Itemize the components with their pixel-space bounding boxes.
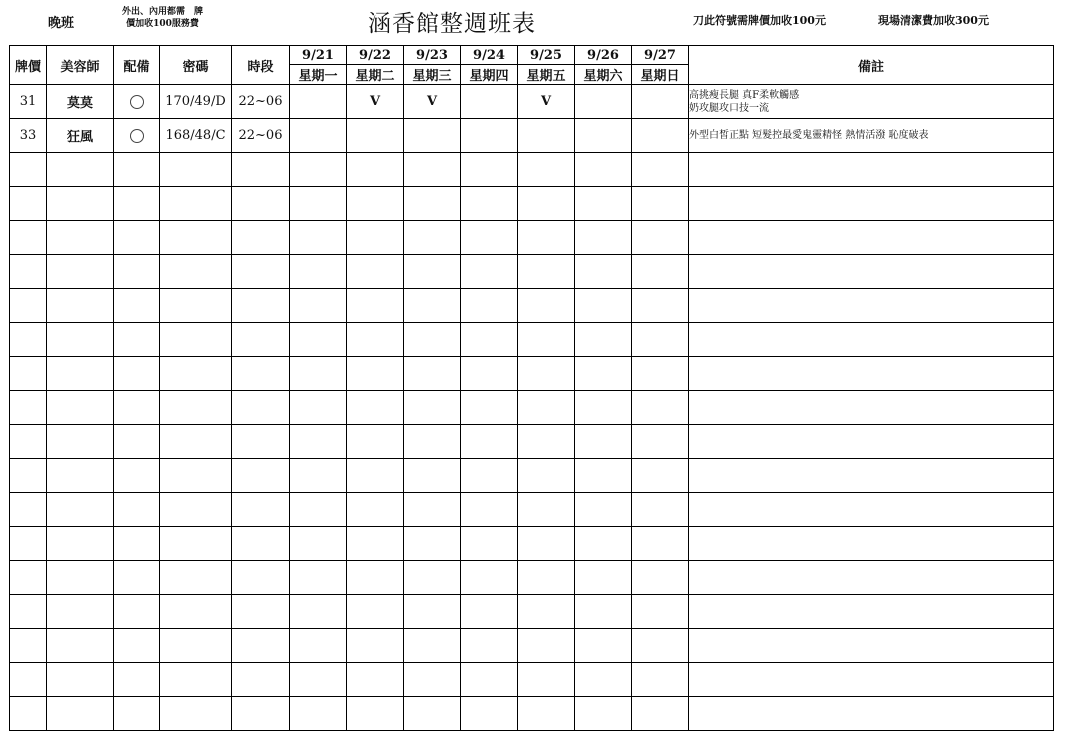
empty-cell (461, 459, 518, 493)
empty-cell (347, 425, 404, 459)
empty-cell (290, 493, 347, 527)
empty-cell (518, 629, 575, 663)
empty-cell (290, 663, 347, 697)
empty-cell (518, 289, 575, 323)
empty-cell (689, 561, 1054, 595)
empty-cell (518, 697, 575, 731)
schedule-table (9, 45, 1054, 731)
empty-cell (232, 357, 290, 391)
empty-cell (10, 595, 47, 629)
empty-cell (518, 493, 575, 527)
empty-cell (290, 323, 347, 357)
empty-cell (160, 221, 232, 255)
circle-icon (130, 95, 144, 109)
empty-cell (47, 391, 114, 425)
empty-cell (404, 493, 461, 527)
empty-cell (404, 459, 461, 493)
empty-cell (47, 289, 114, 323)
empty-cell (575, 357, 632, 391)
empty-cell (404, 323, 461, 357)
equip-cell (114, 85, 160, 119)
empty-cell (114, 323, 160, 357)
empty-cell (10, 289, 47, 323)
empty-cell (347, 391, 404, 425)
empty-cell (689, 459, 1054, 493)
empty-cell (632, 595, 689, 629)
empty-cell (114, 357, 160, 391)
empty-cell (404, 595, 461, 629)
empty-cell (290, 527, 347, 561)
empty-cell (632, 289, 689, 323)
empty-cell (160, 289, 232, 323)
empty-cell (461, 221, 518, 255)
empty-table-row (10, 153, 1054, 187)
cleaning-fee-note: 現場清潔費加收300元 (878, 14, 989, 27)
empty-cell (232, 187, 290, 221)
empty-cell (160, 527, 232, 561)
service-fee-note-line1: 外出、內用都需 牌 (122, 7, 204, 17)
empty-cell (404, 357, 461, 391)
empty-cell (114, 493, 160, 527)
weekday-header: 星期五 (518, 65, 575, 85)
surcharge-note: 刀此符號需牌價加收100元 (693, 14, 826, 27)
empty-cell (47, 357, 114, 391)
empty-cell (290, 425, 347, 459)
empty-table-row (10, 289, 1054, 323)
empty-cell (632, 629, 689, 663)
empty-cell (290, 629, 347, 663)
empty-cell (10, 323, 47, 357)
date-header: 9/25 (518, 46, 575, 65)
date-header: 9/26 (575, 46, 632, 65)
empty-cell (575, 323, 632, 357)
empty-cell (575, 459, 632, 493)
empty-cell (689, 289, 1054, 323)
empty-cell (347, 663, 404, 697)
day-cell (347, 119, 404, 153)
empty-table-row (10, 527, 1054, 561)
empty-cell (347, 289, 404, 323)
empty-cell (518, 323, 575, 357)
empty-cell (160, 629, 232, 663)
empty-cell (575, 255, 632, 289)
empty-table-row (10, 697, 1054, 731)
empty-cell (461, 629, 518, 663)
circle-icon (130, 129, 144, 143)
empty-cell (518, 357, 575, 391)
empty-cell (232, 221, 290, 255)
empty-cell (10, 459, 47, 493)
day-cell (461, 85, 518, 119)
empty-cell (575, 221, 632, 255)
empty-cell (461, 595, 518, 629)
empty-cell (404, 629, 461, 663)
empty-cell (47, 425, 114, 459)
empty-table-row (10, 391, 1054, 425)
empty-cell (347, 527, 404, 561)
remark-cell (689, 85, 1054, 119)
price-cell: 31 (10, 85, 47, 119)
empty-cell (632, 527, 689, 561)
empty-cell (461, 561, 518, 595)
empty-cell (404, 391, 461, 425)
empty-cell (575, 289, 632, 323)
empty-cell (347, 187, 404, 221)
code-cell: 168/48/C (160, 119, 232, 153)
date-header: 9/22 (347, 46, 404, 65)
empty-cell (347, 357, 404, 391)
empty-cell (232, 255, 290, 289)
day-cell (575, 119, 632, 153)
empty-cell (461, 391, 518, 425)
empty-cell (689, 255, 1054, 289)
empty-cell (404, 697, 461, 731)
empty-cell (10, 187, 47, 221)
empty-cell (232, 629, 290, 663)
empty-cell (689, 697, 1054, 731)
empty-cell (689, 663, 1054, 697)
empty-cell (347, 697, 404, 731)
empty-cell (575, 153, 632, 187)
empty-cell (10, 221, 47, 255)
empty-cell (575, 493, 632, 527)
empty-cell (10, 561, 47, 595)
empty-cell (632, 493, 689, 527)
empty-cell (160, 153, 232, 187)
empty-cell (47, 323, 114, 357)
empty-cell (689, 357, 1054, 391)
empty-cell (632, 221, 689, 255)
empty-cell (160, 357, 232, 391)
empty-cell (347, 459, 404, 493)
service-fee-note-line2: 價加收100服務費 (126, 19, 199, 29)
empty-cell (518, 527, 575, 561)
empty-cell (347, 153, 404, 187)
empty-cell (461, 493, 518, 527)
empty-cell (518, 663, 575, 697)
day-cell: V (518, 85, 575, 119)
empty-cell (632, 153, 689, 187)
empty-cell (290, 289, 347, 323)
empty-cell (404, 255, 461, 289)
page-title: 涵香館整週班表 (368, 11, 536, 37)
empty-cell (160, 595, 232, 629)
empty-cell (461, 187, 518, 221)
empty-cell (114, 187, 160, 221)
empty-cell (632, 697, 689, 731)
empty-cell (347, 323, 404, 357)
empty-cell (461, 153, 518, 187)
col-header-equip: 配備 (114, 46, 160, 85)
empty-cell (10, 629, 47, 663)
col-header-time: 時段 (232, 46, 290, 85)
empty-cell (232, 323, 290, 357)
empty-cell (689, 629, 1054, 663)
empty-cell (10, 425, 47, 459)
empty-cell (232, 459, 290, 493)
weekday-header: 星期日 (632, 65, 689, 85)
empty-cell (347, 255, 404, 289)
empty-cell (347, 595, 404, 629)
empty-cell (114, 629, 160, 663)
empty-cell (114, 255, 160, 289)
empty-cell (290, 221, 347, 255)
empty-cell (232, 663, 290, 697)
empty-cell (461, 697, 518, 731)
empty-table-row (10, 629, 1054, 663)
empty-cell (160, 561, 232, 595)
empty-cell (347, 561, 404, 595)
empty-cell (461, 289, 518, 323)
empty-cell (114, 663, 160, 697)
empty-cell (47, 255, 114, 289)
empty-cell (10, 391, 47, 425)
empty-cell (347, 629, 404, 663)
stylist-name: 莫莫 (47, 85, 114, 119)
empty-cell (290, 255, 347, 289)
empty-cell (461, 255, 518, 289)
table-row (10, 119, 1054, 153)
remark-line: 外型白皙正點 短髮控最愛鬼靈精怪 熱情活潑 恥度破表 (689, 130, 929, 141)
empty-cell (10, 663, 47, 697)
empty-table-row (10, 425, 1054, 459)
empty-cell (160, 697, 232, 731)
empty-cell (160, 663, 232, 697)
empty-cell (232, 425, 290, 459)
day-cell (632, 85, 689, 119)
empty-cell (404, 527, 461, 561)
empty-cell (10, 527, 47, 561)
empty-cell (114, 391, 160, 425)
empty-cell (404, 187, 461, 221)
time-cell: 22~06 (232, 85, 290, 119)
empty-cell (47, 527, 114, 561)
weekday-header: 星期一 (290, 65, 347, 85)
empty-cell (160, 323, 232, 357)
empty-cell (290, 153, 347, 187)
empty-cell (518, 187, 575, 221)
date-header: 9/24 (461, 46, 518, 65)
empty-cell (632, 663, 689, 697)
col-header-price: 牌價 (10, 46, 47, 85)
empty-cell (160, 425, 232, 459)
empty-table-row (10, 459, 1054, 493)
empty-cell (461, 323, 518, 357)
empty-cell (632, 255, 689, 289)
empty-cell (47, 629, 114, 663)
empty-cell (290, 187, 347, 221)
empty-cell (160, 255, 232, 289)
empty-cell (160, 187, 232, 221)
day-cell (404, 119, 461, 153)
empty-cell (160, 493, 232, 527)
empty-cell (689, 425, 1054, 459)
weekday-header: 星期三 (404, 65, 461, 85)
time-cell: 22~06 (232, 119, 290, 153)
empty-cell (575, 425, 632, 459)
date-header: 9/23 (404, 46, 461, 65)
empty-cell (232, 391, 290, 425)
empty-cell (10, 153, 47, 187)
service-fee-note (122, 6, 203, 30)
empty-table-row (10, 187, 1054, 221)
empty-cell (518, 153, 575, 187)
empty-cell (461, 527, 518, 561)
empty-cell (575, 595, 632, 629)
empty-table-row (10, 323, 1054, 357)
empty-cell (114, 221, 160, 255)
date-header: 9/27 (632, 46, 689, 65)
empty-cell (518, 595, 575, 629)
empty-cell (290, 697, 347, 731)
empty-table-row (10, 663, 1054, 697)
empty-cell (47, 697, 114, 731)
empty-table-row (10, 255, 1054, 289)
day-cell (575, 85, 632, 119)
empty-cell (47, 221, 114, 255)
empty-cell (114, 425, 160, 459)
remark-line: 奶攻腿攻口技一流 (689, 102, 769, 114)
empty-cell (290, 595, 347, 629)
empty-cell (114, 527, 160, 561)
day-cell: V (347, 85, 404, 119)
empty-cell (689, 153, 1054, 187)
col-header-stylist: 美容師 (47, 46, 114, 85)
day-cell (632, 119, 689, 153)
empty-table-row (10, 221, 1054, 255)
empty-cell (461, 357, 518, 391)
empty-cell (114, 595, 160, 629)
empty-cell (114, 289, 160, 323)
empty-cell (575, 697, 632, 731)
weekday-header: 星期六 (575, 65, 632, 85)
empty-cell (47, 187, 114, 221)
empty-cell (689, 527, 1054, 561)
empty-cell (47, 561, 114, 595)
empty-cell (575, 561, 632, 595)
day-cell (461, 119, 518, 153)
empty-cell (404, 221, 461, 255)
empty-cell (689, 187, 1054, 221)
remark-line: 高挑瘦長腿 真F柔軟觸感 (689, 89, 800, 101)
empty-cell (47, 459, 114, 493)
empty-cell (232, 697, 290, 731)
empty-table-row (10, 493, 1054, 527)
empty-cell (518, 221, 575, 255)
empty-cell (404, 153, 461, 187)
empty-cell (518, 425, 575, 459)
equip-cell (114, 119, 160, 153)
empty-cell (114, 459, 160, 493)
weekday-header: 星期二 (347, 65, 404, 85)
empty-cell (232, 493, 290, 527)
remark-cell (689, 119, 1054, 153)
empty-cell (575, 391, 632, 425)
code-cell: 170/49/D (160, 85, 232, 119)
empty-cell (290, 357, 347, 391)
price-cell: 33 (10, 119, 47, 153)
table-row (10, 85, 1054, 119)
empty-cell (47, 493, 114, 527)
empty-cell (575, 663, 632, 697)
empty-cell (632, 187, 689, 221)
empty-cell (575, 187, 632, 221)
empty-cell (575, 527, 632, 561)
empty-cell (518, 391, 575, 425)
empty-cell (10, 697, 47, 731)
empty-cell (689, 493, 1054, 527)
empty-cell (232, 153, 290, 187)
empty-cell (575, 629, 632, 663)
empty-cell (347, 221, 404, 255)
empty-cell (347, 493, 404, 527)
empty-cell (114, 561, 160, 595)
col-header-code: 密碼 (160, 46, 232, 85)
empty-cell (404, 425, 461, 459)
stylist-name: 狂風 (47, 119, 114, 153)
empty-table-row (10, 595, 1054, 629)
empty-cell (461, 425, 518, 459)
empty-cell (632, 323, 689, 357)
date-header: 9/21 (290, 46, 347, 65)
empty-cell (689, 323, 1054, 357)
empty-cell (290, 459, 347, 493)
empty-cell (518, 561, 575, 595)
day-cell (518, 119, 575, 153)
empty-cell (114, 697, 160, 731)
empty-cell (290, 391, 347, 425)
empty-cell (632, 391, 689, 425)
empty-cell (632, 357, 689, 391)
empty-cell (160, 391, 232, 425)
empty-cell (114, 153, 160, 187)
empty-cell (290, 561, 347, 595)
empty-cell (632, 425, 689, 459)
empty-cell (518, 255, 575, 289)
empty-cell (689, 595, 1054, 629)
empty-table-row (10, 357, 1054, 391)
day-cell (290, 119, 347, 153)
day-cell: V (404, 85, 461, 119)
empty-cell (232, 561, 290, 595)
empty-cell (404, 663, 461, 697)
shift-label: 晚班 (48, 16, 75, 31)
empty-cell (518, 459, 575, 493)
empty-cell (10, 357, 47, 391)
empty-cell (232, 527, 290, 561)
weekday-header: 星期四 (461, 65, 518, 85)
empty-cell (47, 153, 114, 187)
empty-cell (632, 561, 689, 595)
empty-cell (47, 595, 114, 629)
empty-cell (404, 561, 461, 595)
empty-table-row (10, 561, 1054, 595)
empty-cell (232, 595, 290, 629)
empty-cell (10, 255, 47, 289)
empty-cell (689, 391, 1054, 425)
empty-cell (232, 289, 290, 323)
empty-cell (10, 493, 47, 527)
empty-cell (47, 663, 114, 697)
day-cell (290, 85, 347, 119)
empty-cell (404, 289, 461, 323)
col-header-remarks: 備註 (689, 46, 1054, 85)
empty-cell (461, 663, 518, 697)
empty-cell (689, 221, 1054, 255)
empty-cell (160, 459, 232, 493)
empty-cell (632, 459, 689, 493)
